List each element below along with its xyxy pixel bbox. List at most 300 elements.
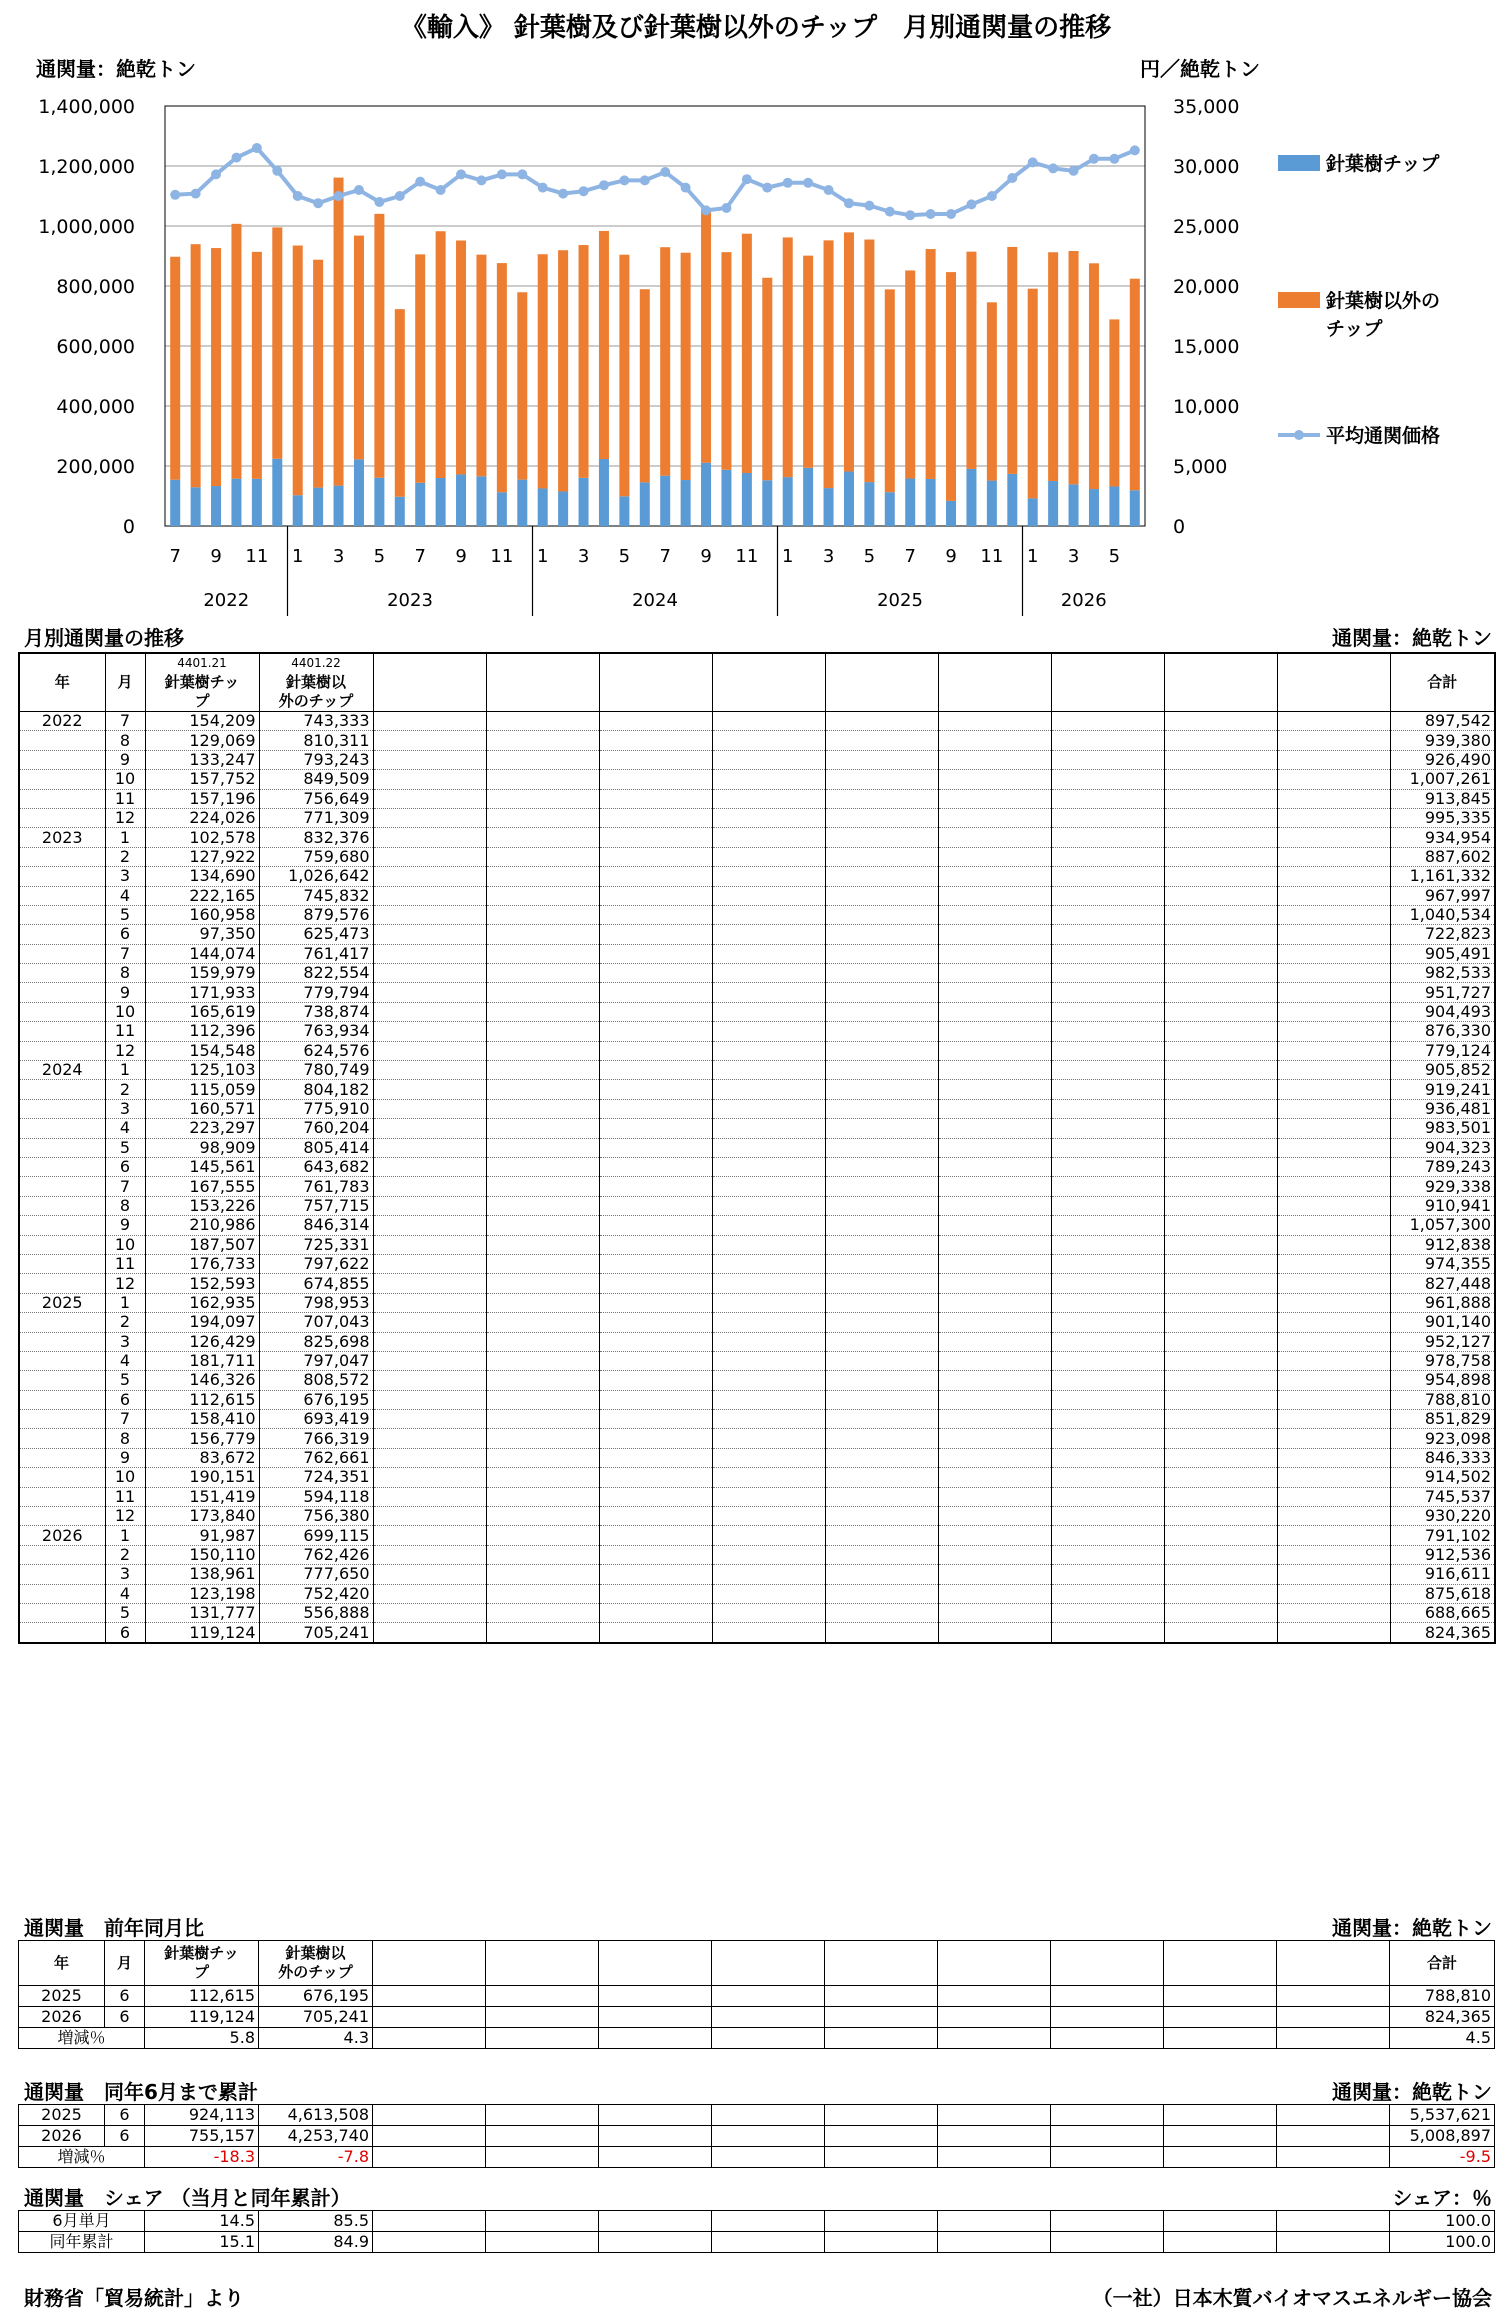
empty-cell (938, 1468, 1051, 1487)
empty-cell (1051, 1603, 1164, 1622)
cell-softwood: 129,069 (145, 731, 259, 750)
empty-cell (599, 847, 712, 866)
cell-hardwood: 643,682 (259, 1157, 373, 1176)
bar-softwood (293, 495, 303, 526)
table-row (19, 808, 1495, 827)
x-tick-month: 11 (735, 546, 759, 567)
price-point (436, 185, 446, 195)
cell-month: 7 (105, 1177, 145, 1196)
price-point (599, 180, 609, 190)
cell-softwood: 126,429 (145, 1332, 259, 1351)
x-tick-month: 7 (659, 546, 671, 567)
empty-cell (938, 905, 1051, 924)
x-tick-month: 11 (245, 546, 269, 567)
empty-cell (599, 1468, 712, 1487)
empty-cell (486, 867, 599, 886)
bar-softwood (374, 478, 384, 526)
empty-cell (938, 1002, 1051, 1021)
price-point (272, 166, 282, 176)
empty-cell (373, 1080, 486, 1099)
header-month: 月 (105, 653, 145, 712)
empty-cell (373, 808, 486, 827)
cell-total: 779,124 (1390, 1041, 1495, 1060)
empty-cell (825, 905, 938, 924)
empty-cell (373, 2126, 486, 2147)
empty-cell (825, 1603, 938, 1622)
legend-label: 平均通関価格 (1326, 425, 1441, 447)
empty-cell (712, 1138, 825, 1157)
empty-cell (1277, 828, 1390, 847)
empty-cell (486, 1196, 599, 1215)
cell-year (19, 983, 105, 1002)
cell-month: 10 (105, 1235, 145, 1254)
cell-total: 982,533 (1390, 964, 1495, 983)
cell-total: 745,537 (1390, 1487, 1495, 1506)
table-row (19, 2232, 1495, 2253)
empty-cell (1277, 1448, 1390, 1467)
empty-cell (825, 2105, 938, 2126)
cell-month: 8 (105, 1429, 145, 1448)
cell-hardwood: 771,309 (259, 808, 373, 827)
bar-hardwood (701, 209, 711, 463)
empty-cell (1277, 2126, 1390, 2147)
empty-cell (712, 1235, 825, 1254)
empty-cell (1277, 964, 1390, 983)
empty-cell (938, 1448, 1051, 1467)
cell-year (19, 847, 105, 866)
bar-hardwood (619, 255, 629, 497)
table-row (19, 905, 1495, 924)
empty-cell (938, 1119, 1051, 1138)
change-row (19, 2028, 1495, 2049)
empty-cell (825, 750, 938, 769)
table-row (19, 1468, 1495, 1487)
table-row (19, 1041, 1495, 1060)
empty-cell (1164, 770, 1277, 789)
price-point (374, 197, 384, 207)
empty-cell (938, 1986, 1051, 2007)
cell-total: 961,888 (1390, 1293, 1495, 1312)
empty-cell (1051, 1351, 1164, 1370)
price-point (926, 209, 936, 219)
empty-cell (938, 1274, 1051, 1293)
cell-year (19, 1468, 105, 1487)
cell-hardwood: 699,115 (259, 1526, 373, 1545)
cell-year (19, 1410, 105, 1429)
empty-cell (486, 770, 599, 789)
empty-cell (486, 1138, 599, 1157)
empty-cell (1277, 1565, 1390, 1584)
cell-year (19, 1254, 105, 1273)
empty-cell (1051, 1468, 1164, 1487)
cell-year: 2025 (19, 1293, 105, 1312)
bar-hardwood (374, 214, 384, 478)
empty-cell (938, 1603, 1051, 1622)
x-tick-month: 9 (700, 546, 712, 567)
empty-cell (938, 1196, 1051, 1215)
empty-cell (599, 1487, 712, 1506)
empty-cell (599, 1526, 712, 1545)
empty-cell (712, 1468, 825, 1487)
cell-total: 788,810 (1390, 1390, 1495, 1409)
cell-softwood: 167,555 (145, 1177, 259, 1196)
empty-cell (1164, 1351, 1277, 1370)
empty-cell (1277, 712, 1390, 731)
cell-softwood: 112,615 (145, 1390, 259, 1409)
cell-softwood: 156,779 (145, 1429, 259, 1448)
cell-year (19, 1603, 105, 1622)
cell-hardwood: 777,650 (259, 1565, 373, 1584)
cell-hardwood: 797,047 (259, 1351, 373, 1370)
table-row (19, 712, 1495, 731)
empty-cell (938, 828, 1051, 847)
legend-label: 針葉樹チップ (1326, 153, 1440, 175)
bar-hardwood (864, 240, 874, 483)
price-point (1069, 166, 1079, 176)
empty-cell (599, 1196, 712, 1215)
cell-softwood: 171,933 (145, 983, 259, 1002)
empty-cell (373, 1216, 486, 1235)
empty-cell (825, 1429, 938, 1448)
empty-cell (599, 1022, 712, 1041)
empty-cell (599, 2232, 712, 2253)
empty-cell (825, 886, 938, 905)
cell-hardwood: 743,333 (259, 712, 373, 731)
table-row (19, 789, 1495, 808)
empty-cell (712, 2126, 825, 2147)
cell-softwood: 152,593 (145, 1274, 259, 1293)
empty-cell (373, 1313, 486, 1332)
table-row (19, 1119, 1495, 1138)
empty-cell (825, 789, 938, 808)
cell-total: 914,502 (1390, 1468, 1495, 1487)
empty-cell (825, 1216, 938, 1235)
cell-total: 897,542 (1390, 712, 1495, 731)
bar-softwood (1089, 489, 1099, 526)
empty-header (1051, 653, 1164, 712)
cell-year (19, 731, 105, 750)
empty-cell (486, 1313, 599, 1332)
price-point (681, 183, 691, 193)
empty-cell (825, 1041, 938, 1060)
empty-cell (1164, 2211, 1277, 2232)
cell-hardwood: 761,783 (259, 1177, 373, 1196)
x-tick-month: 7 (169, 546, 181, 567)
empty-cell (373, 1986, 486, 2007)
price-point (1109, 154, 1119, 164)
empty-cell (599, 1235, 712, 1254)
empty-cell (1277, 1410, 1390, 1429)
empty-cell (1277, 1623, 1390, 1643)
empty-cell (486, 1545, 599, 1564)
empty-cell (373, 847, 486, 866)
table-row (19, 2105, 1495, 2126)
y-tick-right: 25,000 (1173, 216, 1240, 238)
cell-month: 1 (105, 1293, 145, 1312)
empty-cell (938, 1429, 1051, 1448)
bar-softwood (558, 491, 568, 526)
empty-cell (486, 1254, 599, 1273)
empty-cell (938, 712, 1051, 731)
empty-cell (712, 1371, 825, 1390)
price-point (966, 199, 976, 209)
table-row (19, 1138, 1495, 1157)
empty-cell (599, 1565, 712, 1584)
empty-cell (486, 2147, 599, 2168)
empty-cell (486, 2105, 599, 2126)
cell-total: 788,810 (1390, 1986, 1495, 2007)
empty-cell (373, 1061, 486, 1080)
table-row (19, 886, 1495, 905)
empty-cell (1277, 1526, 1390, 1545)
table-row (19, 1080, 1495, 1099)
cell-month: 6 (105, 1986, 145, 2007)
empty-cell (1164, 1623, 1277, 1643)
empty-cell (1277, 1313, 1390, 1332)
empty-cell (1164, 2126, 1277, 2147)
cell-year (19, 1196, 105, 1215)
x-tick-month: 5 (618, 546, 631, 567)
empty-cell (373, 1351, 486, 1370)
cell-total: 916,611 (1390, 1565, 1495, 1584)
cell-year (19, 1002, 105, 1021)
price-point (803, 178, 813, 188)
cell-hardwood: 757,715 (259, 1196, 373, 1215)
cell-softwood: 153,226 (145, 1196, 259, 1215)
empty-cell (1164, 1002, 1277, 1021)
empty-cell (599, 1177, 712, 1196)
bar-hardwood (436, 231, 446, 478)
empty-cell (1277, 1545, 1390, 1564)
cell-softwood: 190,151 (145, 1468, 259, 1487)
table-row (19, 1986, 1495, 2007)
empty-cell (1164, 1254, 1277, 1273)
empty-cell (486, 1603, 599, 1622)
y-tick-left: 800,000 (56, 276, 135, 298)
cell-month: 6 (105, 925, 145, 944)
table-row (19, 1002, 1495, 1021)
bar-hardwood (681, 253, 691, 480)
table-row (19, 964, 1495, 983)
change-label: 増減％ (19, 2147, 145, 2168)
empty-cell (373, 1235, 486, 1254)
bar-hardwood (905, 270, 915, 478)
empty-cell (599, 1507, 712, 1526)
empty-cell (599, 1274, 712, 1293)
empty-cell (1051, 712, 1164, 731)
empty-cell (599, 2126, 712, 2147)
empty-cell (1164, 1468, 1277, 1487)
empty-cell (486, 2126, 599, 2147)
empty-cell (599, 1061, 712, 1080)
table-cum-unit: 通関量：絶乾トン (1332, 2080, 1492, 2104)
bar-hardwood (803, 256, 813, 468)
empty-cell (1051, 1022, 1164, 1041)
cell-year (19, 1216, 105, 1235)
cell-softwood: 14.5 (145, 2211, 259, 2232)
y-tick-right: 5,000 (1173, 456, 1228, 478)
empty-cell (599, 944, 712, 963)
empty-cell (486, 2007, 599, 2028)
empty-cell (599, 2007, 712, 2028)
empty-cell (825, 2028, 938, 2049)
cell-softwood: 91,987 (145, 1526, 259, 1545)
cell-year: 2026 (19, 2126, 105, 2147)
empty-cell (486, 1487, 599, 1506)
cell-year: 2026 (19, 1526, 105, 1545)
price-point (844, 198, 854, 208)
bar-softwood (844, 471, 854, 526)
table-row (19, 1099, 1495, 1118)
table-row (19, 1313, 1495, 1332)
cell-month: 6 (105, 1157, 145, 1176)
empty-cell (1164, 1274, 1277, 1293)
bar-softwood (966, 469, 976, 526)
empty-cell (712, 867, 825, 886)
price-point (517, 169, 527, 179)
price-point (1007, 173, 1017, 183)
empty-cell (599, 1216, 712, 1235)
cell-month: 6 (105, 2126, 145, 2147)
empty-cell (1164, 1371, 1277, 1390)
empty-cell (938, 1041, 1051, 1060)
empty-cell (486, 1468, 599, 1487)
cell-year (19, 1487, 105, 1506)
empty-cell (1277, 1986, 1390, 2007)
bar-hardwood (252, 252, 262, 479)
cell-total: 851,829 (1390, 1410, 1495, 1429)
empty-cell (1164, 1313, 1277, 1332)
legend-label: 針葉樹以外の (1326, 290, 1441, 312)
empty-cell (1051, 964, 1164, 983)
cell-month: 12 (105, 1041, 145, 1060)
y-tick-right: 20,000 (1173, 276, 1240, 298)
empty-cell (712, 1448, 825, 1467)
empty-cell (1277, 1157, 1390, 1176)
price-point (170, 190, 180, 200)
empty-cell (1051, 1216, 1164, 1235)
legend-label: チップ (1326, 318, 1383, 340)
price-point (334, 191, 344, 201)
cell-hardwood: 804,182 (259, 1080, 373, 1099)
y-tick-right: 35,000 (1173, 96, 1240, 118)
cell-month: 3 (105, 1565, 145, 1584)
table-row (19, 1061, 1495, 1080)
empty-cell (712, 828, 825, 847)
cell-total: 905,491 (1390, 944, 1495, 963)
cell-softwood: 144,074 (145, 944, 259, 963)
empty-cell (938, 1623, 1051, 1643)
empty-cell (938, 1157, 1051, 1176)
empty-cell (373, 1584, 486, 1603)
empty-cell (599, 1603, 712, 1622)
empty-cell (373, 1507, 486, 1526)
table-row (19, 1584, 1495, 1603)
header-month: 月 (105, 1941, 145, 1986)
empty-cell (1277, 1603, 1390, 1622)
table-row (19, 1603, 1495, 1622)
empty-cell (825, 867, 938, 886)
cell-softwood: 755,157 (145, 2126, 259, 2147)
empty-cell (373, 983, 486, 1002)
empty-cell (938, 731, 1051, 750)
cell-hardwood: 793,243 (259, 750, 373, 769)
empty-cell (1277, 2232, 1390, 2253)
empty-cell (712, 1584, 825, 1603)
bar-hardwood (191, 244, 201, 487)
empty-cell (1051, 1099, 1164, 1118)
cell-month: 5 (105, 905, 145, 924)
cell-month: 4 (105, 886, 145, 905)
bar-softwood (762, 480, 772, 526)
empty-cell (1277, 808, 1390, 827)
header-row (19, 1941, 1495, 1986)
x-tick-month: 11 (490, 546, 514, 567)
cell-total: 827,448 (1390, 1274, 1495, 1293)
empty-cell (1277, 1254, 1390, 1273)
x-tick-month: 5 (863, 546, 876, 567)
empty-cell (599, 1351, 712, 1370)
cell-hardwood: 676,195 (259, 1986, 373, 2007)
empty-cell (599, 731, 712, 750)
x-year-label: 2025 (877, 590, 923, 611)
empty-cell (938, 847, 1051, 866)
cell-month: 3 (105, 1099, 145, 1118)
empty-cell (712, 1274, 825, 1293)
empty-cell (712, 731, 825, 750)
empty-cell (373, 867, 486, 886)
bar-hardwood (824, 240, 834, 488)
bar-hardwood (456, 240, 466, 474)
empty-cell (1164, 983, 1277, 1002)
empty-cell (599, 1099, 712, 1118)
empty-cell (486, 1351, 599, 1370)
empty-cell (825, 828, 938, 847)
cell-softwood: 134,690 (145, 867, 259, 886)
empty-cell (712, 1487, 825, 1506)
empty-cell (825, 1507, 938, 1526)
empty-cell (712, 1313, 825, 1332)
empty-cell (1051, 1080, 1164, 1099)
empty-cell (486, 1022, 599, 1041)
empty-cell (712, 789, 825, 808)
price-point (415, 177, 425, 187)
x-tick-month: 7 (904, 546, 916, 567)
cell-total: 1,007,261 (1390, 770, 1495, 789)
cell-total: 1,040,534 (1390, 905, 1495, 924)
empty-cell (1277, 1177, 1390, 1196)
empty-cell (1051, 1448, 1164, 1467)
empty-cell (825, 731, 938, 750)
table-row (19, 1526, 1495, 1545)
cell-year (19, 1545, 105, 1564)
empty-header (1164, 1941, 1277, 1986)
cell-total: 951,727 (1390, 983, 1495, 1002)
empty-cell (1051, 731, 1164, 750)
cell-year (19, 1429, 105, 1448)
bar-softwood (619, 496, 629, 526)
price-point (354, 185, 364, 195)
bar-hardwood (1089, 263, 1099, 489)
cell-year (19, 1584, 105, 1603)
empty-cell (1051, 1507, 1164, 1526)
empty-cell (1164, 964, 1277, 983)
table-row (19, 1177, 1495, 1196)
cell-month: 9 (105, 750, 145, 769)
empty-cell (1051, 1565, 1164, 1584)
x-year-label: 2023 (387, 590, 433, 611)
plot-area (165, 106, 1145, 526)
